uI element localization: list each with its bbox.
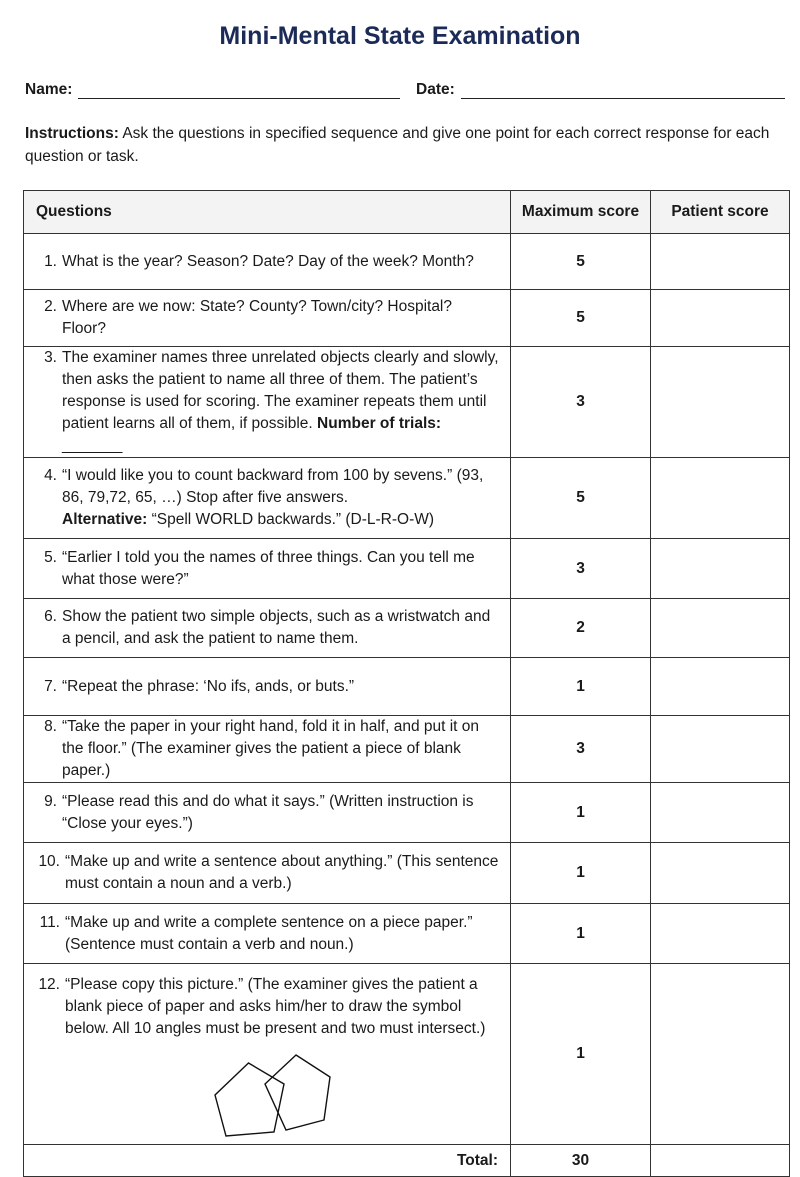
- patient-score-cell[interactable]: [651, 599, 790, 658]
- question-number: 5.: [44, 548, 57, 566]
- question-cell: [24, 599, 511, 658]
- question-text: “Make up and write a sentence about anything.” (This sentence must contain a noun and a verb.): [65, 853, 499, 892]
- name-input-line[interactable]: [78, 80, 400, 99]
- table-row: [24, 843, 790, 904]
- instructions-text: Ask the questions in specified sequence and give one point for each correct response for each question or task.: [25, 125, 770, 165]
- table-row: [24, 347, 790, 458]
- max-score: 1: [511, 964, 651, 1145]
- question-number: 11.: [39, 913, 60, 931]
- table-row: [24, 904, 790, 964]
- table-row: [24, 658, 790, 716]
- date-label: Date:: [416, 81, 455, 98]
- question-number: 10.: [38, 853, 60, 870]
- instructions: [25, 122, 795, 168]
- table-row: [24, 458, 790, 539]
- question-text: “I would like you to count backward from 100 by sevens.” (93, 86, 79,72, 65, …) Stop after five answers.: [62, 467, 484, 506]
- question-cell: [24, 716, 511, 783]
- question-number: 9.: [44, 792, 57, 810]
- max-score: 1: [511, 658, 651, 716]
- question-cell: [24, 843, 511, 904]
- question-number: 1.: [44, 252, 57, 270]
- max-score: 3: [511, 347, 651, 458]
- question-number: 2.: [44, 298, 57, 315]
- question-cell: [24, 964, 511, 1145]
- table-row: [24, 234, 790, 290]
- question-bold-text: Number of trials:: [317, 415, 442, 432]
- max-score: 3: [511, 716, 651, 783]
- question-text: “Make up and write a complete sentence on a piece paper.” (Sentence must contain a verb and noun.): [65, 913, 473, 953]
- patient-score-cell[interactable]: [651, 843, 790, 904]
- pentagon-right: [265, 1055, 330, 1130]
- table-row: [24, 290, 790, 347]
- question-number: 4.: [44, 467, 57, 484]
- question-cell: [24, 458, 511, 539]
- question-number: 6.: [44, 608, 57, 625]
- table-row: [24, 716, 790, 783]
- max-score: 2: [511, 599, 651, 658]
- total-row: [24, 1145, 790, 1177]
- question-cell: [24, 290, 511, 347]
- patient-score-cell[interactable]: [651, 716, 790, 783]
- question-text: “Earlier I told you the names of three things. Can you tell me what those were?”: [62, 548, 475, 588]
- question-bold-text: Alternative:: [62, 511, 148, 528]
- patient-score-cell[interactable]: [651, 658, 790, 716]
- page-title: Mini-Mental State Examination: [219, 22, 581, 50]
- question-text: “Take the paper in your right hand, fold it in half, and put it on the floor.” (The examiner gives the patient a piece of blank paper.): [62, 718, 480, 779]
- table-header-row: [24, 191, 790, 234]
- question-text: Where are we now: State? County? Town/city? Hospital? Floor?: [62, 298, 452, 337]
- instructions-label: Instructions:: [25, 125, 119, 142]
- question-cell: [24, 539, 511, 599]
- max-score: 1: [511, 783, 651, 843]
- question-tail-text: “Spell WORLD backwards.” (D-L-R-O-W): [147, 511, 435, 528]
- question-cell: [24, 783, 511, 843]
- question-cell: [24, 904, 511, 964]
- patient-score-cell[interactable]: [651, 539, 790, 599]
- table-row: [24, 599, 790, 658]
- header-questions: Questions: [24, 191, 511, 234]
- question-text: “Repeat the phrase: ‘No ifs, ands, or buts.”: [62, 677, 355, 695]
- header-patient-score: Patient score: [651, 191, 790, 234]
- name-label: Name:: [25, 81, 73, 98]
- max-score: 5: [511, 234, 651, 290]
- patient-score-cell[interactable]: [651, 964, 790, 1145]
- question-number: 3.: [44, 349, 57, 366]
- max-score: 1: [511, 843, 651, 904]
- table-row: [24, 539, 790, 599]
- table-row: [24, 964, 790, 1145]
- pentagon-left: [215, 1063, 284, 1136]
- header-maximum-score: Maximum score: [511, 191, 651, 234]
- question-text: “Please copy this picture.” (The examiner gives the patient a blank piece of paper and asks him/her to draw the symbol below. All 10 angles must be present and two must intersect.): [65, 976, 486, 1037]
- max-score: 3: [511, 539, 651, 599]
- max-score: 5: [511, 458, 651, 539]
- patient-score-cell[interactable]: [651, 783, 790, 843]
- date-input-line[interactable]: [461, 80, 785, 99]
- question-cell: [24, 234, 511, 290]
- date-field[interactable]: [416, 80, 785, 99]
- total-max-score: 30: [511, 1145, 651, 1177]
- name-field[interactable]: [25, 80, 400, 99]
- question-number: 7.: [44, 677, 57, 695]
- patient-info-row: [25, 80, 785, 104]
- question-text: “Please read this and do what it says.” (Written instruction is “Close your eyes.”): [62, 792, 474, 832]
- question-number: 12.: [38, 976, 60, 993]
- question-text: Show the patient two simple objects, such as a wristwatch and a pencil, and ask the patient to name them.: [62, 608, 491, 647]
- question-number: 8.: [44, 718, 57, 735]
- total-label: Total:: [24, 1145, 511, 1177]
- exam-table: [23, 190, 790, 1177]
- patient-score-cell[interactable]: [651, 347, 790, 458]
- intersecting-pentagons-figure: [206, 1054, 336, 1140]
- patient-score-cell[interactable]: [651, 234, 790, 290]
- question-text: What is the year? Season? Date? Day of the week? Month?: [62, 252, 474, 270]
- question-cell: [24, 347, 511, 458]
- max-score: 1: [511, 904, 651, 964]
- patient-score-cell[interactable]: [651, 290, 790, 347]
- question-tail-text: _______: [62, 437, 123, 454]
- patient-score-cell[interactable]: [651, 904, 790, 964]
- total-patient-score-cell[interactable]: [651, 1145, 790, 1177]
- max-score: 5: [511, 290, 651, 347]
- question-text: The examiner names three unrelated objects clearly and slowly, then asks the patient to name all three of them. The patient’s response is used for scoring. The examiner repeats them until patient learns all of them, if possible.: [62, 349, 499, 432]
- table-row: [24, 783, 790, 843]
- patient-score-cell[interactable]: [651, 458, 790, 539]
- question-cell: [24, 658, 511, 716]
